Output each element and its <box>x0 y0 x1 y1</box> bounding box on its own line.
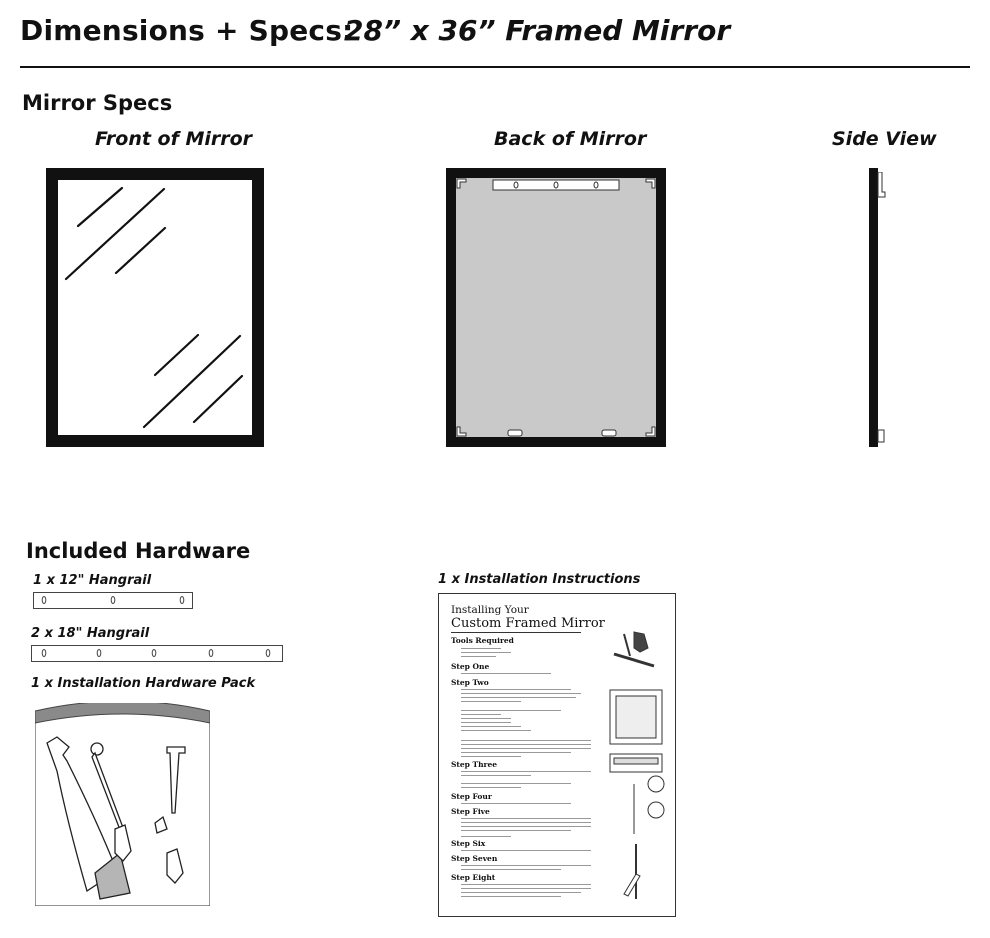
rail-holes <box>32 646 282 661</box>
front-mirror-illustration <box>46 168 264 447</box>
instructions-label: 1 x Installation Instructions <box>438 572 641 587</box>
hangrail-18-label: 2 x 18" Hangrail <box>31 626 150 641</box>
doc-step: Step Three <box>451 760 498 769</box>
doc-step: Step Seven <box>451 854 498 863</box>
doc-step: Step Six <box>451 839 486 848</box>
doc-title-line1: Installing Your <box>451 604 529 616</box>
mirror-specs-heading: Mirror Specs <box>22 91 173 115</box>
back-label: Back of Mirror <box>494 128 647 150</box>
doc-step: Tools Required <box>451 636 514 645</box>
doc-step: Step Eight <box>451 873 496 882</box>
doc-title-line2: Custom Framed Mirror <box>451 616 605 631</box>
doc-step: Step Two <box>451 678 489 687</box>
hardware-pack-illustration <box>35 703 210 906</box>
instructions-document <box>438 593 676 917</box>
front-label: Front of Mirror <box>95 128 253 150</box>
doc-title-underline <box>451 632 581 633</box>
back-hardware <box>456 178 656 437</box>
hangrail-12-label: 1 x 12" Hangrail <box>33 573 152 588</box>
hangrail-18-illustration <box>31 645 283 662</box>
header-divider <box>20 66 970 68</box>
doc-step: Step One <box>451 662 490 671</box>
hardware-pack-label: 1 x Installation Hardware Pack <box>31 676 256 691</box>
product-title: 28” x 36” Framed Mirror <box>344 14 731 47</box>
doc-diagrams <box>604 624 674 914</box>
side-brackets <box>874 172 886 452</box>
rail-holes <box>34 593 192 608</box>
back-mirror-illustration <box>446 168 666 447</box>
glass-reflection-lines <box>58 180 252 435</box>
hangrail-12-illustration <box>33 592 193 609</box>
page-title: Dimensions + Specs: <box>20 14 354 47</box>
side-label: Side View <box>832 128 937 150</box>
doc-step: Step Four <box>451 792 492 801</box>
included-hardware-heading: Included Hardware <box>26 539 251 563</box>
doc-step: Step Five <box>451 807 490 816</box>
